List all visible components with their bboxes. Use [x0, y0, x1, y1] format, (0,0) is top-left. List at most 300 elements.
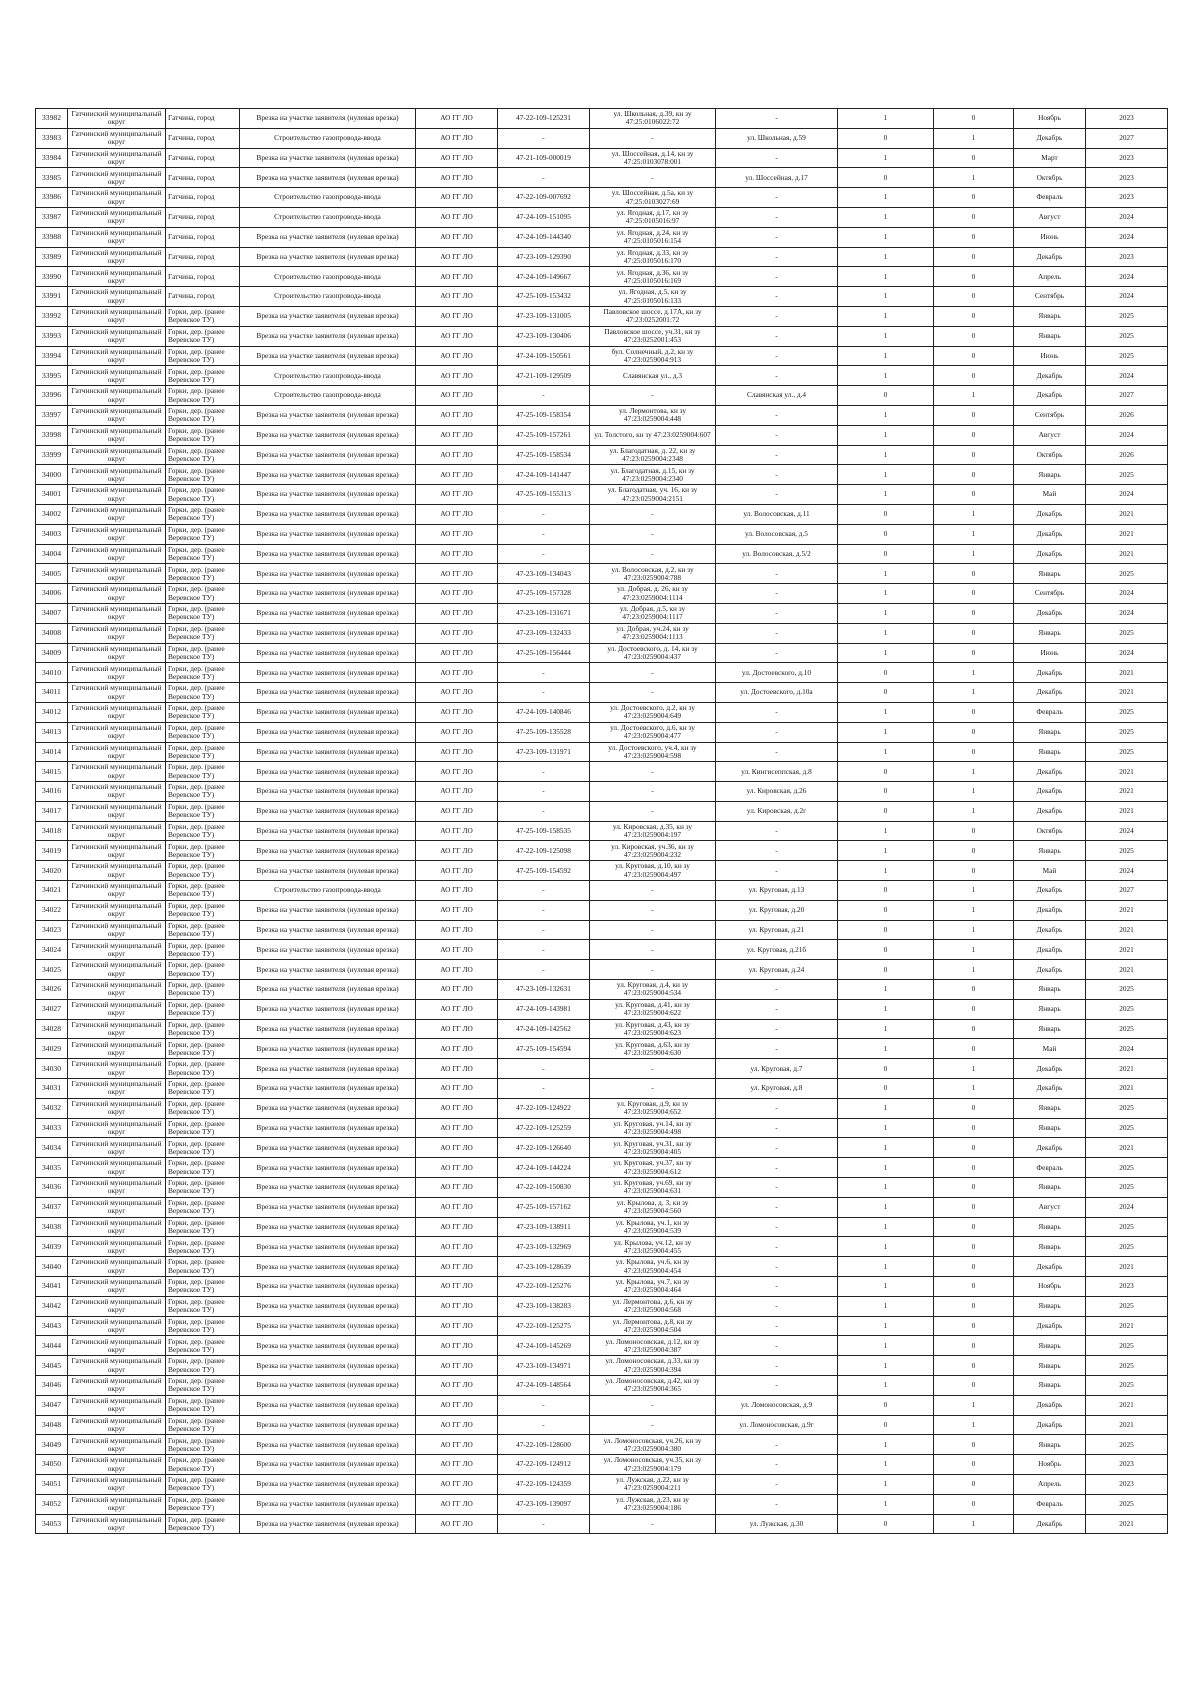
cadastral-address-cell: ул. Лермонтова, д.6, кн зу 47:23:0259004:568: [590, 1296, 716, 1316]
application-number-cell: 47-24-109-150561: [498, 346, 590, 366]
work-type-cell: Врезка на участке заявителя (нулевая врезка): [240, 1296, 416, 1316]
count-b-cell: 0: [934, 722, 1014, 742]
organization-cell: АО ГГ ЛО: [416, 861, 498, 881]
table-row: [36, 366, 1168, 386]
address-cell: ул. Кировская, д.26: [716, 782, 838, 802]
month-cell: Июнь: [1014, 643, 1086, 663]
organization-cell: АО ГГ ЛО: [416, 1277, 498, 1297]
work-type-cell: Врезка на участке заявителя (нулевая врезка): [240, 762, 416, 782]
count-a-cell: 1: [838, 1336, 934, 1356]
row-number-cell: 33995: [36, 366, 68, 386]
count-a-cell: 0: [838, 663, 934, 683]
settlement-cell: Горки, дер. (ранее Веревское ТУ): [166, 1178, 240, 1198]
cadastral-address-cell: Павловское шоссе, д.17А, кн зу 47:23:0252001:72: [590, 306, 716, 326]
municipal-district-cell: Гатчинский муниципальный округ: [68, 1138, 166, 1158]
application-number-cell: 47-24-109-148564: [498, 1376, 590, 1396]
count-a-cell: 1: [838, 207, 934, 227]
application-number-cell: 47-22-109-128600: [498, 1435, 590, 1455]
cadastral-address-cell: ул. Ломоносовская, д.33, кн зу 47:23:0259004:394: [590, 1356, 716, 1376]
row-number-cell: 33989: [36, 247, 68, 267]
table-row: [36, 643, 1168, 663]
count-a-cell: 1: [838, 247, 934, 267]
settlement-cell: Горки, дер. (ранее Веревское ТУ): [166, 524, 240, 544]
organization-cell: АО ГГ ЛО: [416, 999, 498, 1019]
organization-cell: АО ГГ ЛО: [416, 762, 498, 782]
settlement-cell: Гатчина, город: [166, 227, 240, 247]
municipal-district-cell: Гатчинский муниципальный округ: [68, 1277, 166, 1297]
count-b-cell: 0: [934, 1138, 1014, 1158]
year-cell: 2024: [1086, 821, 1168, 841]
settlement-cell: Горки, дер. (ранее Веревское ТУ): [166, 1376, 240, 1396]
organization-cell: АО ГГ ЛО: [416, 683, 498, 703]
settlement-cell: Горки, дер. (ранее Веревское ТУ): [166, 1237, 240, 1257]
count-a-cell: 1: [838, 346, 934, 366]
settlement-cell: Горки, дер. (ранее Веревское ТУ): [166, 485, 240, 505]
cadastral-address-cell: -: [590, 782, 716, 802]
municipal-district-cell: Гатчинский муниципальный округ: [68, 247, 166, 267]
month-cell: Январь: [1014, 1098, 1086, 1118]
month-cell: Декабрь: [1014, 1514, 1086, 1534]
year-cell: 2025: [1086, 1217, 1168, 1237]
cadastral-address-cell: ул. Толстого, кн зу 47:23:0259004:607: [590, 425, 716, 445]
year-cell: 2025: [1086, 980, 1168, 1000]
organization-cell: АО ГГ ЛО: [416, 1039, 498, 1059]
year-cell: 2025: [1086, 1435, 1168, 1455]
settlement-cell: Горки, дер. (ранее Веревское ТУ): [166, 762, 240, 782]
count-a-cell: 1: [838, 306, 934, 326]
month-cell: Декабрь: [1014, 544, 1086, 564]
organization-cell: АО ГГ ЛО: [416, 584, 498, 604]
settlement-cell: Горки, дер. (ранее Веревское ТУ): [166, 1257, 240, 1277]
municipal-district-cell: Гатчинский муниципальный округ: [68, 841, 166, 861]
year-cell: 2024: [1086, 267, 1168, 287]
address-cell: -: [716, 148, 838, 168]
application-number-cell: -: [498, 524, 590, 544]
count-a-cell: 1: [838, 722, 934, 742]
year-cell: 2024: [1086, 227, 1168, 247]
year-cell: 2025: [1086, 1494, 1168, 1514]
cadastral-address-cell: Славянская ул., д.3: [590, 366, 716, 386]
settlement-cell: Горки, дер. (ранее Веревское ТУ): [166, 1277, 240, 1297]
table-row: [36, 603, 1168, 623]
table-row: [36, 1474, 1168, 1494]
count-b-cell: 0: [934, 980, 1014, 1000]
count-a-cell: 1: [838, 1118, 934, 1138]
settlement-cell: Гатчина, город: [166, 247, 240, 267]
settlement-cell: Гатчина, город: [166, 168, 240, 188]
table-row: [36, 801, 1168, 821]
count-b-cell: 0: [934, 247, 1014, 267]
year-cell: 2026: [1086, 445, 1168, 465]
cadastral-address-cell: ул. Благодатная, уч. 16, кн зу 47:23:0259004:2151: [590, 485, 716, 505]
address-cell: -: [716, 247, 838, 267]
address-cell: ул. Достоевского, д.10а: [716, 683, 838, 703]
organization-cell: АО ГГ ЛО: [416, 1455, 498, 1475]
cadastral-address-cell: -: [590, 801, 716, 821]
month-cell: Февраль: [1014, 1158, 1086, 1178]
settlement-cell: Горки, дер. (ранее Веревское ТУ): [166, 980, 240, 1000]
row-number-cell: 34041: [36, 1277, 68, 1297]
year-cell: 2025: [1086, 326, 1168, 346]
settlement-cell: Горки, дер. (ранее Веревское ТУ): [166, 999, 240, 1019]
work-type-cell: Врезка на участке заявителя (нулевая врезка): [240, 1138, 416, 1158]
address-cell: -: [716, 722, 838, 742]
address-cell: -: [716, 1474, 838, 1494]
row-number-cell: 34006: [36, 584, 68, 604]
application-number-cell: -: [498, 801, 590, 821]
count-a-cell: 1: [838, 1019, 934, 1039]
count-a-cell: 0: [838, 1079, 934, 1099]
count-a-cell: 1: [838, 1197, 934, 1217]
table-row: [36, 1098, 1168, 1118]
row-number-cell: 34025: [36, 960, 68, 980]
work-type-cell: Врезка на участке заявителя (нулевая врезка): [240, 920, 416, 940]
cadastral-address-cell: -: [590, 1079, 716, 1099]
year-cell: 2021: [1086, 544, 1168, 564]
settlement-cell: Горки, дер. (ранее Веревское ТУ): [166, 544, 240, 564]
application-number-cell: 47-24-109-142562: [498, 1019, 590, 1039]
settlement-cell: Горки, дер. (ранее Веревское ТУ): [166, 722, 240, 742]
table-row: [36, 207, 1168, 227]
municipal-district-cell: Гатчинский муниципальный округ: [68, 544, 166, 564]
year-cell: 2025: [1086, 722, 1168, 742]
count-b-cell: 0: [934, 1336, 1014, 1356]
year-cell: 2021: [1086, 960, 1168, 980]
count-a-cell: 1: [838, 109, 934, 129]
application-number-cell: -: [498, 663, 590, 683]
municipal-district-cell: Гатчинский муниципальный округ: [68, 603, 166, 623]
count-a-cell: 1: [838, 821, 934, 841]
cadastral-address-cell: ул. Достоевского, д.6, кн зу 47:23:0259004:477: [590, 722, 716, 742]
table-row: [36, 940, 1168, 960]
address-cell: ул. Волосовская, д.5/2: [716, 544, 838, 564]
organization-cell: АО ГГ ЛО: [416, 801, 498, 821]
address-cell: -: [716, 267, 838, 287]
organization-cell: АО ГГ ЛО: [416, 188, 498, 208]
address-cell: ул. Школьная, д.59: [716, 128, 838, 148]
row-number-cell: 34000: [36, 465, 68, 485]
row-number-cell: 34021: [36, 881, 68, 901]
settlement-cell: Горки, дер. (ранее Веревское ТУ): [166, 1118, 240, 1138]
count-b-cell: 1: [934, 1079, 1014, 1099]
application-number-cell: -: [498, 1079, 590, 1099]
count-b-cell: 0: [934, 742, 1014, 762]
municipal-district-cell: Гатчинский муниципальный округ: [68, 1158, 166, 1178]
cadastral-address-cell: -: [590, 386, 716, 406]
count-b-cell: 1: [934, 504, 1014, 524]
count-b-cell: 0: [934, 1435, 1014, 1455]
row-number-cell: 34026: [36, 980, 68, 1000]
organization-cell: АО ГГ ЛО: [416, 920, 498, 940]
table-row: [36, 702, 1168, 722]
year-cell: 2021: [1086, 762, 1168, 782]
settlement-cell: Горки, дер. (ранее Веревское ТУ): [166, 683, 240, 703]
table-row: [36, 485, 1168, 505]
organization-cell: АО ГГ ЛО: [416, 1356, 498, 1376]
municipal-district-cell: Гатчинский муниципальный округ: [68, 1455, 166, 1475]
municipal-district-cell: Гатчинский муниципальный округ: [68, 386, 166, 406]
count-a-cell: 1: [838, 485, 934, 505]
municipal-district-cell: Гатчинский муниципальный округ: [68, 1395, 166, 1415]
year-cell: 2021: [1086, 1316, 1168, 1336]
settlement-cell: Горки, дер. (ранее Веревское ТУ): [166, 1514, 240, 1534]
count-b-cell: 0: [934, 267, 1014, 287]
count-b-cell: 0: [934, 445, 1014, 465]
settlement-cell: Горки, дер. (ранее Веревское ТУ): [166, 1197, 240, 1217]
address-cell: -: [716, 1455, 838, 1475]
year-cell: 2023: [1086, 1277, 1168, 1297]
work-type-cell: Врезка на участке заявителя (нулевая врезка): [240, 603, 416, 623]
row-number-cell: 33984: [36, 148, 68, 168]
month-cell: Январь: [1014, 1237, 1086, 1257]
row-number-cell: 34010: [36, 663, 68, 683]
work-type-cell: Строительство газопровода-ввода: [240, 188, 416, 208]
year-cell: 2025: [1086, 1336, 1168, 1356]
organization-cell: АО ГГ ЛО: [416, 980, 498, 1000]
address-cell: -: [716, 109, 838, 129]
address-cell: ул. Шоссейная, д.17: [716, 168, 838, 188]
table-row: [36, 465, 1168, 485]
year-cell: 2023: [1086, 109, 1168, 129]
work-type-cell: Врезка на участке заявителя (нулевая врезка): [240, 801, 416, 821]
application-number-cell: 47-22-109-124359: [498, 1474, 590, 1494]
month-cell: Сентябрь: [1014, 405, 1086, 425]
count-b-cell: 0: [934, 1356, 1014, 1376]
table-row: [36, 782, 1168, 802]
address-cell: -: [716, 227, 838, 247]
address-cell: ул. Круговая, д.21б: [716, 940, 838, 960]
count-a-cell: 1: [838, 1217, 934, 1237]
count-b-cell: 0: [934, 346, 1014, 366]
count-b-cell: 0: [934, 623, 1014, 643]
count-a-cell: 1: [838, 1178, 934, 1198]
row-number-cell: 34045: [36, 1356, 68, 1376]
count-a-cell: 0: [838, 1059, 934, 1079]
month-cell: Февраль: [1014, 1494, 1086, 1514]
year-cell: 2021: [1086, 920, 1168, 940]
settlement-cell: Горки, дер. (ранее Веревское ТУ): [166, 445, 240, 465]
table-row: [36, 188, 1168, 208]
municipal-district-cell: Гатчинский муниципальный округ: [68, 1217, 166, 1237]
count-a-cell: 1: [838, 702, 934, 722]
settlement-cell: Горки, дер. (ранее Веревское ТУ): [166, 425, 240, 445]
work-type-cell: Врезка на участке заявителя (нулевая врезка): [240, 346, 416, 366]
table-row: [36, 762, 1168, 782]
count-b-cell: 0: [934, 821, 1014, 841]
year-cell: 2024: [1086, 861, 1168, 881]
table-row: [36, 1019, 1168, 1039]
count-b-cell: 0: [934, 841, 1014, 861]
row-number-cell: 34027: [36, 999, 68, 1019]
address-cell: -: [716, 1435, 838, 1455]
row-number-cell: 34023: [36, 920, 68, 940]
settlement-cell: Горки, дер. (ранее Веревское ТУ): [166, 1138, 240, 1158]
year-cell: 2021: [1086, 524, 1168, 544]
organization-cell: АО ГГ ЛО: [416, 1237, 498, 1257]
settlement-cell: Горки, дер. (ранее Веревское ТУ): [166, 900, 240, 920]
count-b-cell: 0: [934, 326, 1014, 346]
work-type-cell: Врезка на участке заявителя (нулевая врезка): [240, 227, 416, 247]
count-a-cell: 1: [838, 1474, 934, 1494]
application-number-cell: 47-25-109-156444: [498, 643, 590, 663]
year-cell: 2024: [1086, 485, 1168, 505]
row-number-cell: 33992: [36, 306, 68, 326]
address-cell: ул. Волосовская, д.5: [716, 524, 838, 544]
municipal-district-cell: Гатчинский муниципальный округ: [68, 188, 166, 208]
cadastral-address-cell: ул. Круговая, уч.37, кн зу 47:23:0259004:612: [590, 1158, 716, 1178]
count-a-cell: 1: [838, 188, 934, 208]
organization-cell: АО ГГ ЛО: [416, 1336, 498, 1356]
year-cell: 2021: [1086, 1059, 1168, 1079]
work-type-cell: Врезка на участке заявителя (нулевая врезка): [240, 841, 416, 861]
count-b-cell: 1: [934, 1415, 1014, 1435]
municipal-district-cell: Гатчинский муниципальный округ: [68, 861, 166, 881]
month-cell: Декабрь: [1014, 524, 1086, 544]
month-cell: Декабрь: [1014, 504, 1086, 524]
application-number-cell: 47-23-109-131671: [498, 603, 590, 623]
year-cell: 2021: [1086, 1138, 1168, 1158]
organization-cell: АО ГГ ЛО: [416, 940, 498, 960]
month-cell: Ноябрь: [1014, 1455, 1086, 1475]
application-number-cell: 47-23-109-131005: [498, 306, 590, 326]
municipal-district-cell: Гатчинский муниципальный округ: [68, 524, 166, 544]
count-a-cell: 1: [838, 1316, 934, 1336]
row-number-cell: 34013: [36, 722, 68, 742]
year-cell: 2021: [1086, 1415, 1168, 1435]
count-a-cell: 1: [838, 999, 934, 1019]
month-cell: Январь: [1014, 306, 1086, 326]
organization-cell: АО ГГ ЛО: [416, 702, 498, 722]
table-row: [36, 445, 1168, 465]
application-number-cell: -: [498, 1395, 590, 1415]
table-row: [36, 128, 1168, 148]
address-cell: -: [716, 603, 838, 623]
cadastral-address-cell: ул. Круговая, уч.31, кн зу 47:23:0259004:405: [590, 1138, 716, 1158]
cadastral-address-cell: ул. Благодатная, д.15, кн зу 47:23:0259004:2340: [590, 465, 716, 485]
row-number-cell: 33997: [36, 405, 68, 425]
cadastral-address-cell: ул. Круговая, д.43, кн зу 47:23:0259004:623: [590, 1019, 716, 1039]
count-b-cell: 0: [934, 366, 1014, 386]
municipal-district-cell: Гатчинский муниципальный округ: [68, 168, 166, 188]
year-cell: 2025: [1086, 1376, 1168, 1396]
work-type-cell: Врезка на участке заявителя (нулевая врезка): [240, 425, 416, 445]
count-a-cell: 0: [838, 683, 934, 703]
settlement-cell: Горки, дер. (ранее Веревское ТУ): [166, 782, 240, 802]
row-number-cell: 34036: [36, 1178, 68, 1198]
work-type-cell: Врезка на участке заявителя (нулевая врезка): [240, 1356, 416, 1376]
application-number-cell: 47-25-109-155313: [498, 485, 590, 505]
month-cell: Декабрь: [1014, 1395, 1086, 1415]
count-a-cell: 0: [838, 1415, 934, 1435]
work-type-cell: Врезка на участке заявителя (нулевая врезка): [240, 663, 416, 683]
municipal-district-cell: Гатчинский муниципальный округ: [68, 801, 166, 821]
month-cell: Ноябрь: [1014, 1277, 1086, 1297]
cadastral-address-cell: -: [590, 663, 716, 683]
year-cell: 2023: [1086, 1474, 1168, 1494]
application-number-cell: 47-22-109-125275: [498, 1316, 590, 1336]
month-cell: Август: [1014, 207, 1086, 227]
address-cell: -: [716, 1356, 838, 1376]
organization-cell: АО ГГ ЛО: [416, 1316, 498, 1336]
year-cell: 2024: [1086, 1039, 1168, 1059]
application-number-cell: 47-23-109-132969: [498, 1237, 590, 1257]
application-number-cell: 47-23-109-132433: [498, 623, 590, 643]
work-type-cell: Врезка на участке заявителя (нулевая врезка): [240, 485, 416, 505]
settlement-cell: Горки, дер. (ранее Веревское ТУ): [166, 960, 240, 980]
application-number-cell: 47-24-109-143981: [498, 999, 590, 1019]
count-a-cell: 1: [838, 623, 934, 643]
work-type-cell: Строительство газопровода-ввода: [240, 287, 416, 307]
year-cell: 2024: [1086, 584, 1168, 604]
cadastral-address-cell: ул. Лермонтова, д.8, кн зу 47:23:0259004:504: [590, 1316, 716, 1336]
month-cell: Март: [1014, 148, 1086, 168]
address-cell: -: [716, 1019, 838, 1039]
application-number-cell: 47-24-109-144224: [498, 1158, 590, 1178]
address-cell: -: [716, 643, 838, 663]
address-cell: -: [716, 306, 838, 326]
settlement-cell: Гатчина, город: [166, 267, 240, 287]
municipal-district-cell: Гатчинский муниципальный округ: [68, 1118, 166, 1138]
table-row: [36, 623, 1168, 643]
row-number-cell: 34020: [36, 861, 68, 881]
municipal-district-cell: Гатчинский муниципальный округ: [68, 920, 166, 940]
application-number-cell: 47-25-109-154594: [498, 1039, 590, 1059]
row-number-cell: 34004: [36, 544, 68, 564]
work-type-cell: Врезка на участке заявителя (нулевая врезка): [240, 168, 416, 188]
row-number-cell: 34048: [36, 1415, 68, 1435]
year-cell: 2024: [1086, 603, 1168, 623]
count-a-cell: 0: [838, 960, 934, 980]
organization-cell: АО ГГ ЛО: [416, 465, 498, 485]
work-type-cell: Врезка на участке заявителя (нулевая врезка): [240, 702, 416, 722]
count-a-cell: 1: [838, 1356, 934, 1376]
work-type-cell: Врезка на участке заявителя (нулевая врезка): [240, 1494, 416, 1514]
organization-cell: АО ГГ ЛО: [416, 109, 498, 129]
municipal-district-cell: Гатчинский муниципальный округ: [68, 1237, 166, 1257]
work-type-cell: Врезка на участке заявителя (нулевая врезка): [240, 1455, 416, 1475]
address-cell: -: [716, 1197, 838, 1217]
row-number-cell: 34034: [36, 1138, 68, 1158]
month-cell: Декабрь: [1014, 1138, 1086, 1158]
month-cell: Ноябрь: [1014, 109, 1086, 129]
application-number-cell: 47-25-109-154592: [498, 861, 590, 881]
row-number-cell: 34022: [36, 900, 68, 920]
work-type-cell: Врезка на участке заявителя (нулевая врезка): [240, 1059, 416, 1079]
month-cell: Февраль: [1014, 702, 1086, 722]
cadastral-address-cell: ул. Благодатная, д. 22, кн зу 47:23:0259004:2348: [590, 445, 716, 465]
count-a-cell: 1: [838, 1237, 934, 1257]
cadastral-address-cell: ул. Шоссейная, д.5а, кн зу 47:25:0103027:69: [590, 188, 716, 208]
address-cell: ул. Лужская, д.30: [716, 1514, 838, 1534]
work-type-cell: Врезка на участке заявителя (нулевая врезка): [240, 1079, 416, 1099]
count-a-cell: 1: [838, 1098, 934, 1118]
cadastral-address-cell: -: [590, 900, 716, 920]
application-number-cell: 47-23-109-129390: [498, 247, 590, 267]
settlement-cell: Горки, дер. (ранее Веревское ТУ): [166, 623, 240, 643]
year-cell: 2021: [1086, 683, 1168, 703]
table-row: [36, 148, 1168, 168]
organization-cell: АО ГГ ЛО: [416, 1059, 498, 1079]
year-cell: 2021: [1086, 782, 1168, 802]
count-b-cell: 0: [934, 1019, 1014, 1039]
cadastral-address-cell: ул. Лужская, д.22, кн зу 47:23:0259004:211: [590, 1474, 716, 1494]
table-row: [36, 1494, 1168, 1514]
work-type-cell: Врезка на участке заявителя (нулевая врезка): [240, 326, 416, 346]
year-cell: 2023: [1086, 188, 1168, 208]
organization-cell: АО ГГ ЛО: [416, 1217, 498, 1237]
table-row: [36, 1237, 1168, 1257]
organization-cell: АО ГГ ЛО: [416, 603, 498, 623]
